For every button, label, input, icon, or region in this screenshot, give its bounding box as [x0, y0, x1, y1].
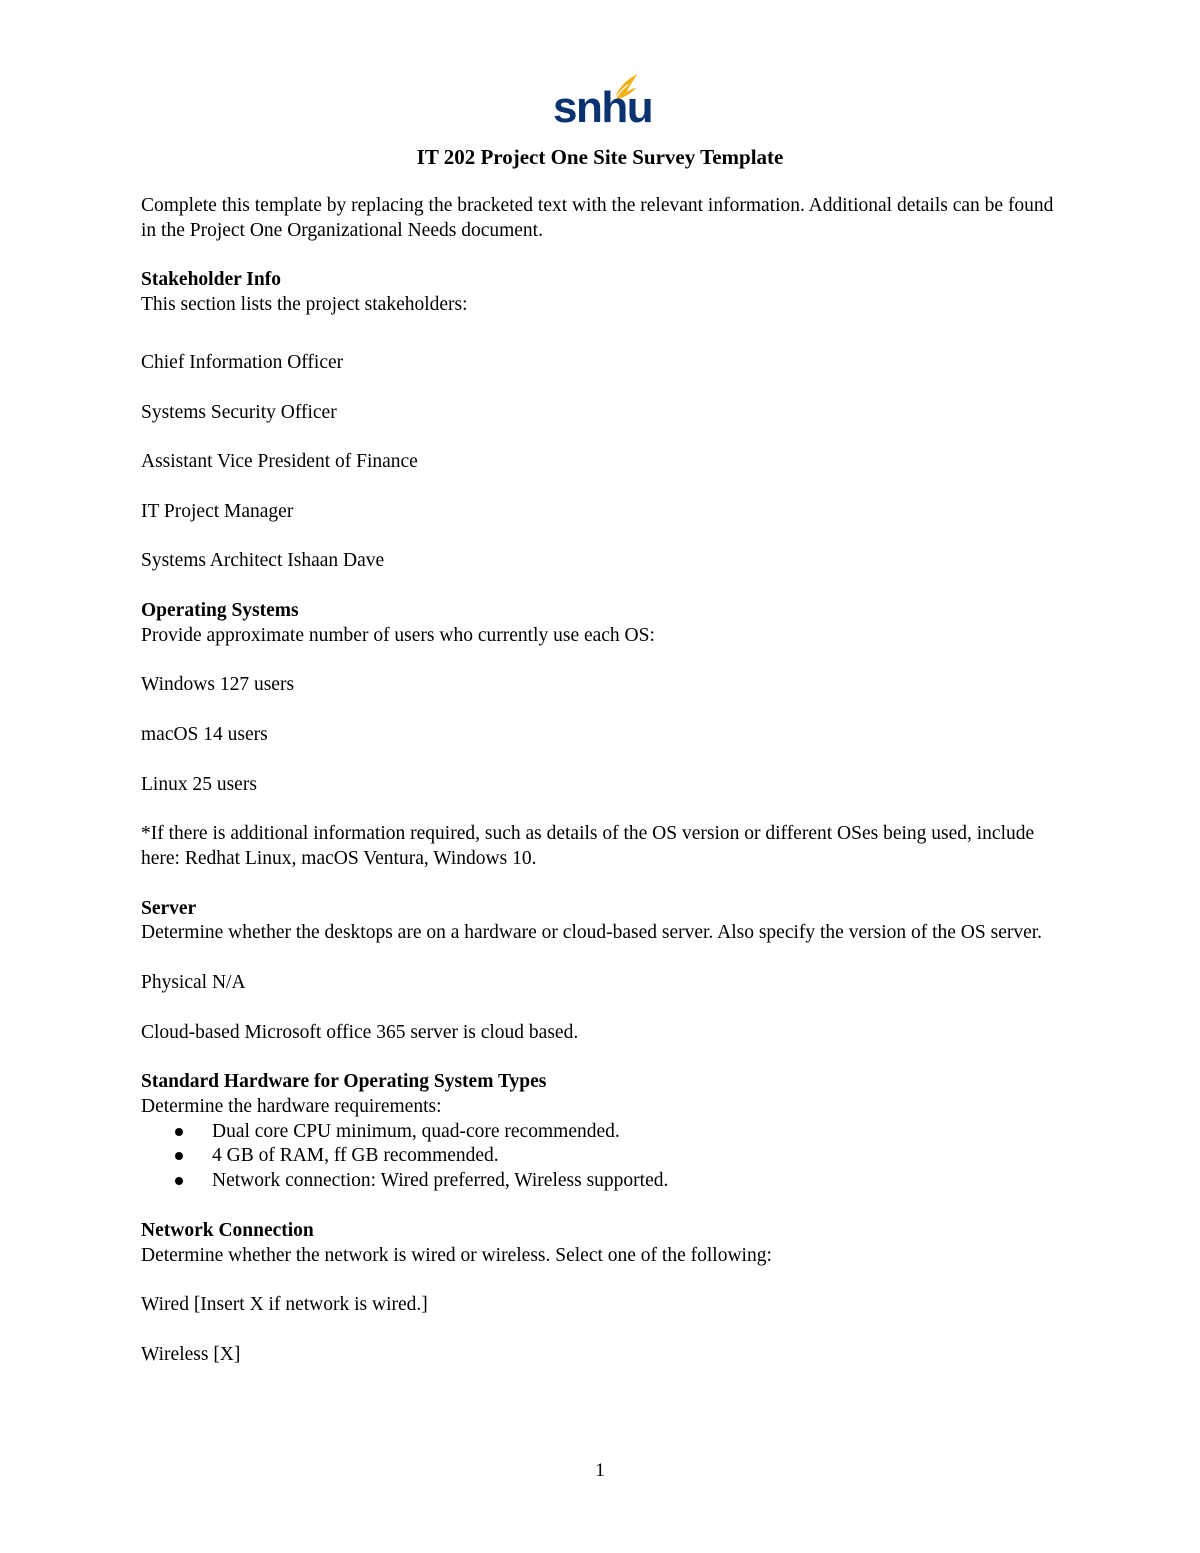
document-body: [141, 194, 1061, 1368]
server-cloud: Cloud-based Microsoft office 365 server is cloud based.: [141, 1021, 579, 1043]
hardware-item-text: 4 GB of RAM, ff GB recommended.: [212, 1145, 499, 1167]
list-item: [141, 1144, 1061, 1169]
stakeholder-item: Systems Architect Ishaan Dave: [141, 550, 385, 572]
hardware-heading: Standard Hardware for Operating System Types: [141, 1071, 547, 1093]
page-number: 1: [595, 1460, 605, 1481]
stakeholders-description: This section lists the project stakeholders:: [141, 294, 468, 316]
document-title: IT 202 Project One Site Survey Template: [416, 145, 784, 169]
operating-systems-description: Provide approximate number of users who currently use each OS:: [141, 624, 655, 646]
hardware-description: Determine the hardware requirements:: [141, 1095, 442, 1117]
network-heading: Network Connection: [141, 1219, 314, 1241]
bullet-icon: [175, 1177, 183, 1185]
intro-paragraph: Complete this template by replacing the bracketed text with the relevant information. Additional details can be found in the Project One Organizational Needs document.: [141, 195, 1054, 241]
snhu-logo: [553, 72, 653, 134]
stakeholder-item: Chief Information Officer: [141, 351, 344, 373]
stakeholder-item: Systems Security Officer: [141, 401, 337, 423]
hardware-item-text: Network connection: Wired preferred, Wireless supported.: [212, 1170, 669, 1192]
network-wired: Wired [Insert X if network is wired.]: [141, 1294, 428, 1316]
list-item: [141, 1120, 1061, 1145]
os-item: macOS 14 users: [141, 723, 268, 745]
stakeholder-item: IT Project Manager: [141, 500, 294, 522]
os-item: Linux 25 users: [141, 773, 257, 795]
hardware-list: [141, 1120, 1061, 1194]
bullet-icon: [175, 1128, 183, 1136]
server-physical: Physical N/A: [141, 971, 246, 993]
os-note: *If there is additional information required, such as details of the OS version or different OSes being used, include here: Redhat Linux, macOS Ventura, Windows 10.: [141, 823, 1035, 869]
bullet-icon: [175, 1152, 183, 1160]
server-description: Determine whether the desktops are on a hardware or cloud-based server. Also specify the version of the OS server.: [141, 922, 1043, 944]
stakeholder-item: Assistant Vice President of Finance: [141, 451, 418, 473]
network-description: Determine whether the network is wired or wireless. Select one of the following:: [141, 1244, 772, 1266]
operating-systems-heading: Operating Systems: [141, 599, 299, 621]
network-wireless: Wireless [X]: [141, 1343, 241, 1365]
logo-wordmark: snhu: [553, 83, 653, 132]
server-heading: Server: [141, 897, 197, 919]
stakeholders-heading: Stakeholder Info: [141, 269, 281, 291]
hardware-item-text: Dual core CPU minimum, quad-core recommended.: [212, 1120, 620, 1142]
os-item: Windows 127 users: [141, 674, 295, 696]
list-item: [141, 1169, 1061, 1194]
